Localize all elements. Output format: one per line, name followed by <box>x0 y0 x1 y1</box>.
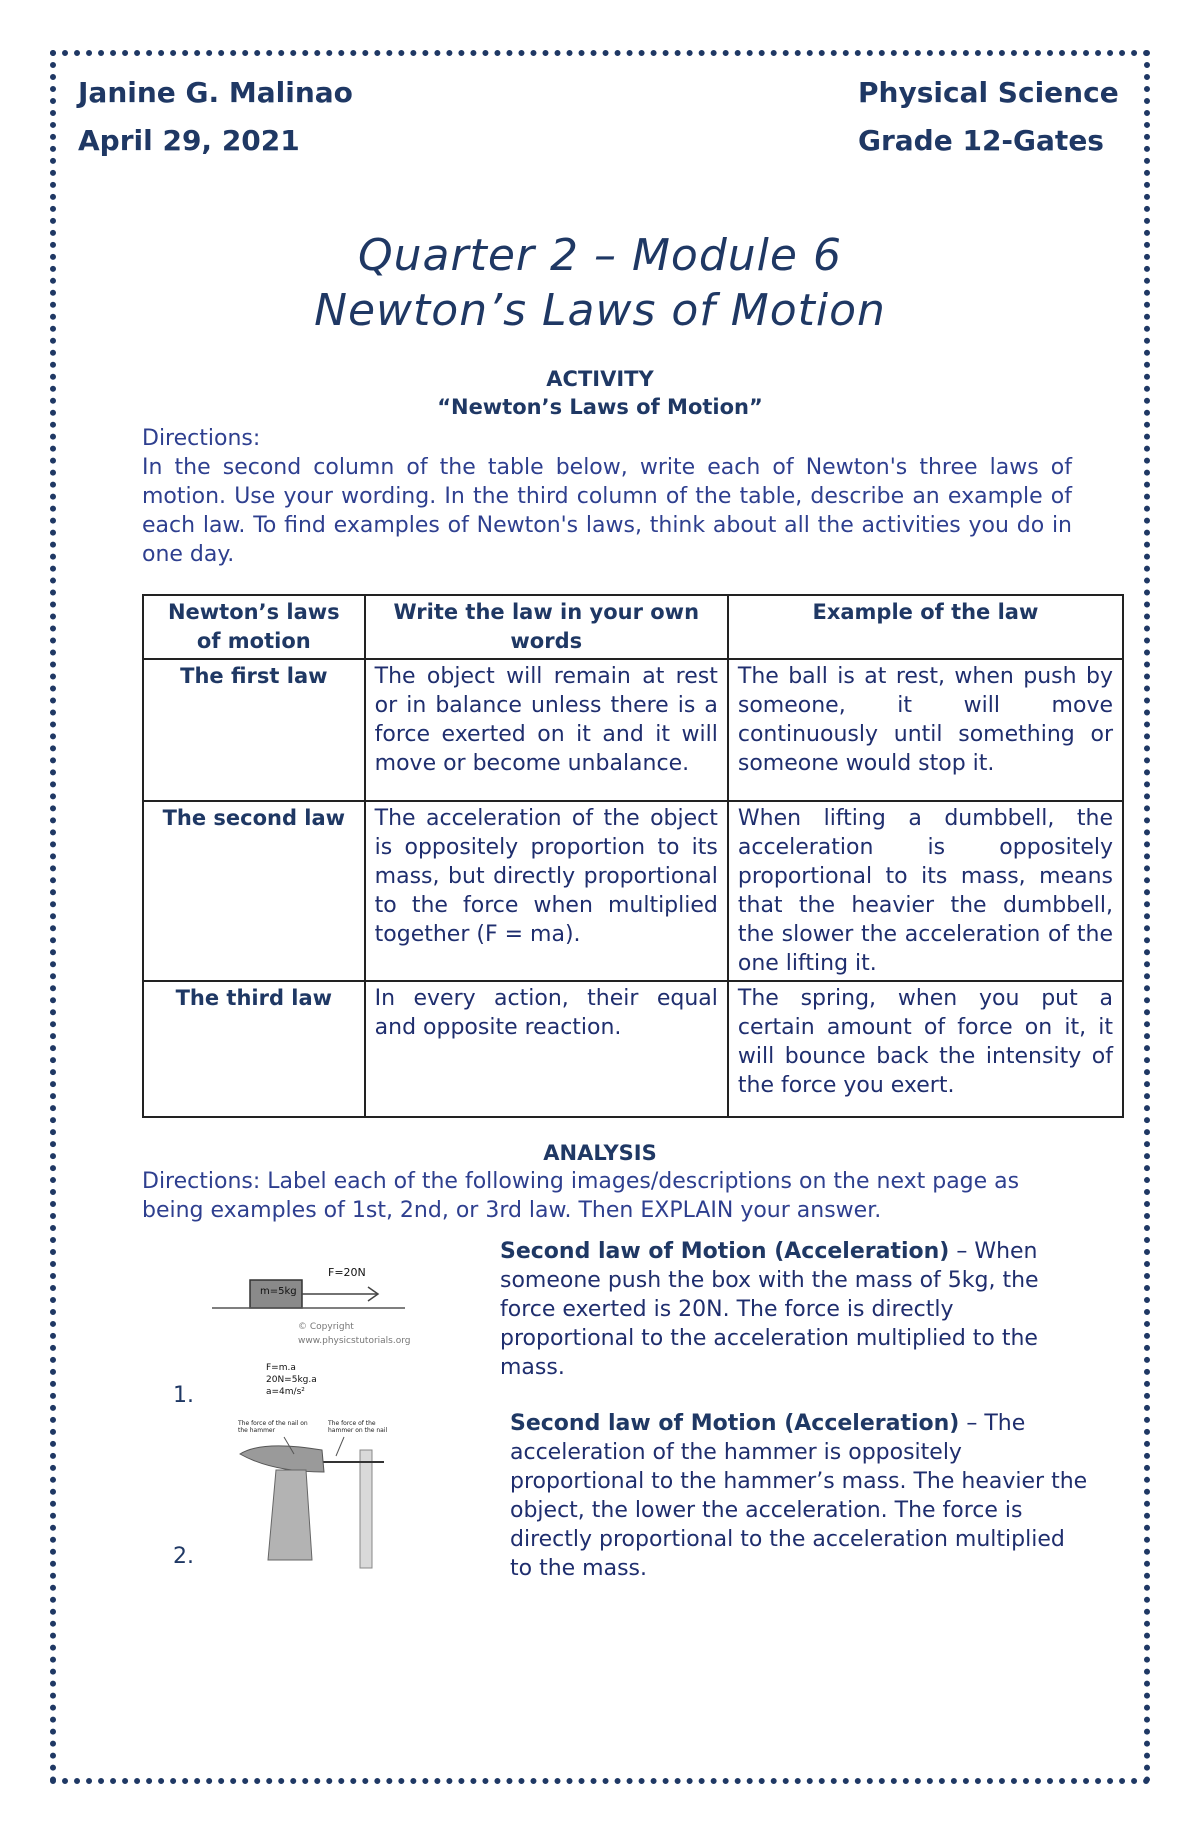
law-own-words: The acceleration of the object is oppositely proportion to its mass, but directly proportional to the force when multiplied together (F = ma). <box>365 801 728 981</box>
header-example: Example of the law <box>728 595 1123 659</box>
answer-2 <box>510 1409 1090 1583</box>
equation-line: a=4m/s² <box>266 1387 305 1397</box>
law-name: The second law <box>143 801 365 981</box>
mass-label: m=5kg <box>260 1286 297 1297</box>
force-on-hammer-label: The force of the nail on the hammer <box>238 1420 308 1434</box>
analysis-heading: ANALYSIS <box>543 1141 657 1165</box>
equation-text <box>266 1362 317 1398</box>
student-name: Janine G. Malinao <box>78 76 353 109</box>
newtons-laws-table <box>142 594 1124 1118</box>
box-force-figure <box>200 1250 420 1410</box>
law-example: The spring, when you put a certain amount of force on it, it will bounce back the intensity of the force you exert. <box>728 981 1123 1117</box>
force-label: F=20N <box>328 1266 366 1279</box>
answer-text: – The acceleration of the hammer is oppositely proportional to the hammer’s mass. The heavier the object, the lower the acceleration. The force is directly proportional to the acceleration multiplied to the mass. <box>510 1411 1088 1581</box>
law-example: When lifting a dumbbell, the acceleration is oppositely proportional to its mass, means that the heavier the dumbbell, the slower the acceleration of the one lifting it. <box>728 801 1123 981</box>
copyright-text: © Copyright <box>298 1322 354 1332</box>
date: April 29, 2021 <box>78 124 300 157</box>
hammer-nail-figure <box>232 1420 392 1570</box>
grade-section: Grade 12-Gates <box>858 124 1104 157</box>
law-example: The ball is at rest, when push by someone, it will move continuously until something or someone would stop it. <box>728 659 1123 801</box>
activity-directions-label: Directions: <box>142 426 261 451</box>
answer-1 <box>500 1237 1070 1382</box>
wall-board <box>360 1450 372 1568</box>
header-own-words: Write the law in your own words <box>365 595 728 659</box>
item-number: 1. <box>173 1383 194 1408</box>
equation-line: 20N=5kg.a <box>266 1375 317 1385</box>
law-name: The first law <box>143 659 365 801</box>
hammer-head <box>240 1446 324 1472</box>
item-number: 2. <box>173 1544 194 1569</box>
table-row <box>143 801 1123 981</box>
analysis-directions: Directions: Label each of the following images/descriptions on the next page as being examples of 1st, 2nd, or 3rd law. Then EXPLAIN your answer. <box>142 1169 1020 1223</box>
table-row <box>143 659 1123 801</box>
activity-subheading: “Newton’s Laws of Motion” <box>437 395 763 419</box>
equation-line: F=m.a <box>266 1363 296 1373</box>
activity-heading: ACTIVITY <box>546 367 654 391</box>
module-title: Quarter 2 – Module 6 <box>358 230 842 281</box>
table-header-row <box>143 595 1123 659</box>
force-on-nail-label: The force of the hammer on the nail <box>328 1420 388 1434</box>
website-text: www.physicstutorials.org <box>298 1336 411 1346</box>
subject: Physical Science <box>858 76 1119 109</box>
law-own-words: In every action, their equal and opposite reaction. <box>365 981 728 1117</box>
table-row <box>143 981 1123 1117</box>
module-subtitle: Newton’s Laws of Motion <box>314 285 886 336</box>
hammer-nail-diagram <box>232 1420 392 1570</box>
law-own-words: The object will remain at rest or in balance unless there is a force exerted on it and it will move or become unbalance. <box>365 659 728 801</box>
header-laws: Newton’s laws of motion <box>143 595 365 659</box>
activity-directions-text: In the second column of the table below, write each of Newton's three laws of motion. Use your wording. In the third column of the table, describe an example of each law. To find examples of Newton's laws, think about all the activities you do in one day. <box>142 455 1072 567</box>
answer-title: Second law of Motion (Acceleration) <box>510 1411 960 1436</box>
answer-title: Second law of Motion (Acceleration) <box>500 1239 950 1264</box>
answer-text: – When someone push the box with the mass of 5kg, the force exerted is 20N. The force is directly proportional to the acceleration multiplied to the mass. <box>500 1239 1039 1380</box>
law-name: The third law <box>143 981 365 1117</box>
hammer-handle <box>268 1470 312 1560</box>
label-pointer <box>336 1437 344 1456</box>
